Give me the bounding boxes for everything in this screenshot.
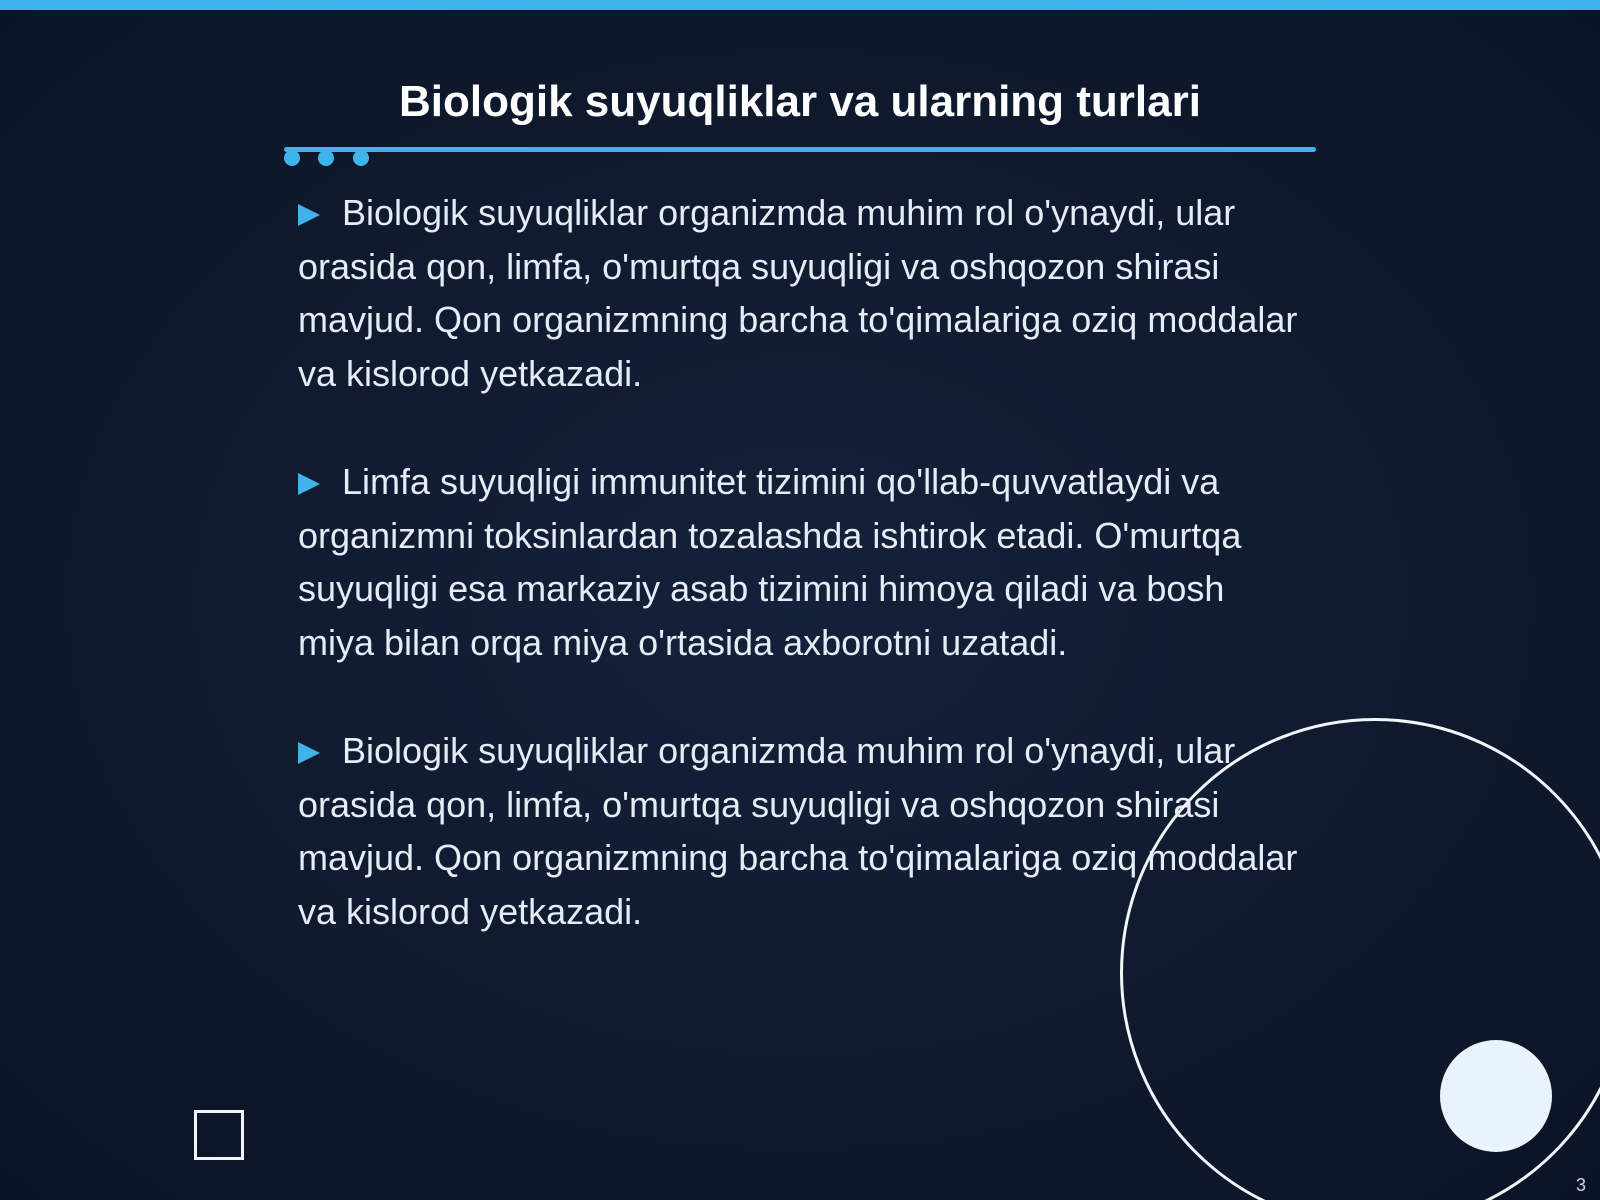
bullet-paragraph-2 (298, 455, 1308, 669)
decorative-dot-3 (353, 150, 369, 166)
paragraph-text-3: Biologik suyuqliklar organizmda muhim rol o'ynaydi, ular orasida qon, limfa, o'murtqa suyuqligi va oshqozon shirasi mavjud. Qon organizmning barcha to'qimalariga oziq moddalar va kislorod yetkazadi. (298, 730, 1298, 932)
triangle-right-icon (298, 473, 320, 495)
paragraph-text-2: Limfa suyuqligi immunitet tizimini qo'llab-quvvatlaydi va organizmni toksinlardan tozalashda ishtirok etadi. O'murtqa suyuqligi esa markaziy asab tizimini himoya qiladi va bosh miya bilan orqa miya o'rtasida axborotni uzatadi. (298, 461, 1242, 663)
decorative-dot-1 (284, 150, 300, 166)
page-number: 3 (1575, 1175, 1586, 1195)
triangle-right-icon (298, 204, 320, 226)
decorative-circle (1440, 1040, 1552, 1152)
top-accent-bar (0, 0, 1600, 10)
decorative-square (194, 1110, 244, 1160)
slide-title: Biologik suyuqliklar va ularning turlari (399, 77, 1201, 126)
title-underline (284, 147, 1316, 152)
paragraph-text-1: Biologik suyuqliklar organizmda muhim rol o'ynaydi, ular orasida qon, limfa, o'murtqa suyuqligi va oshqozon shirasi mavjud. Qon organizmning barcha to'qimalariga oziq moddalar va kislorod yetkazadi. (298, 192, 1298, 394)
triangle-right-icon (298, 742, 320, 764)
bullet-paragraph-1 (298, 186, 1308, 400)
decorative-dot-2 (318, 150, 334, 166)
